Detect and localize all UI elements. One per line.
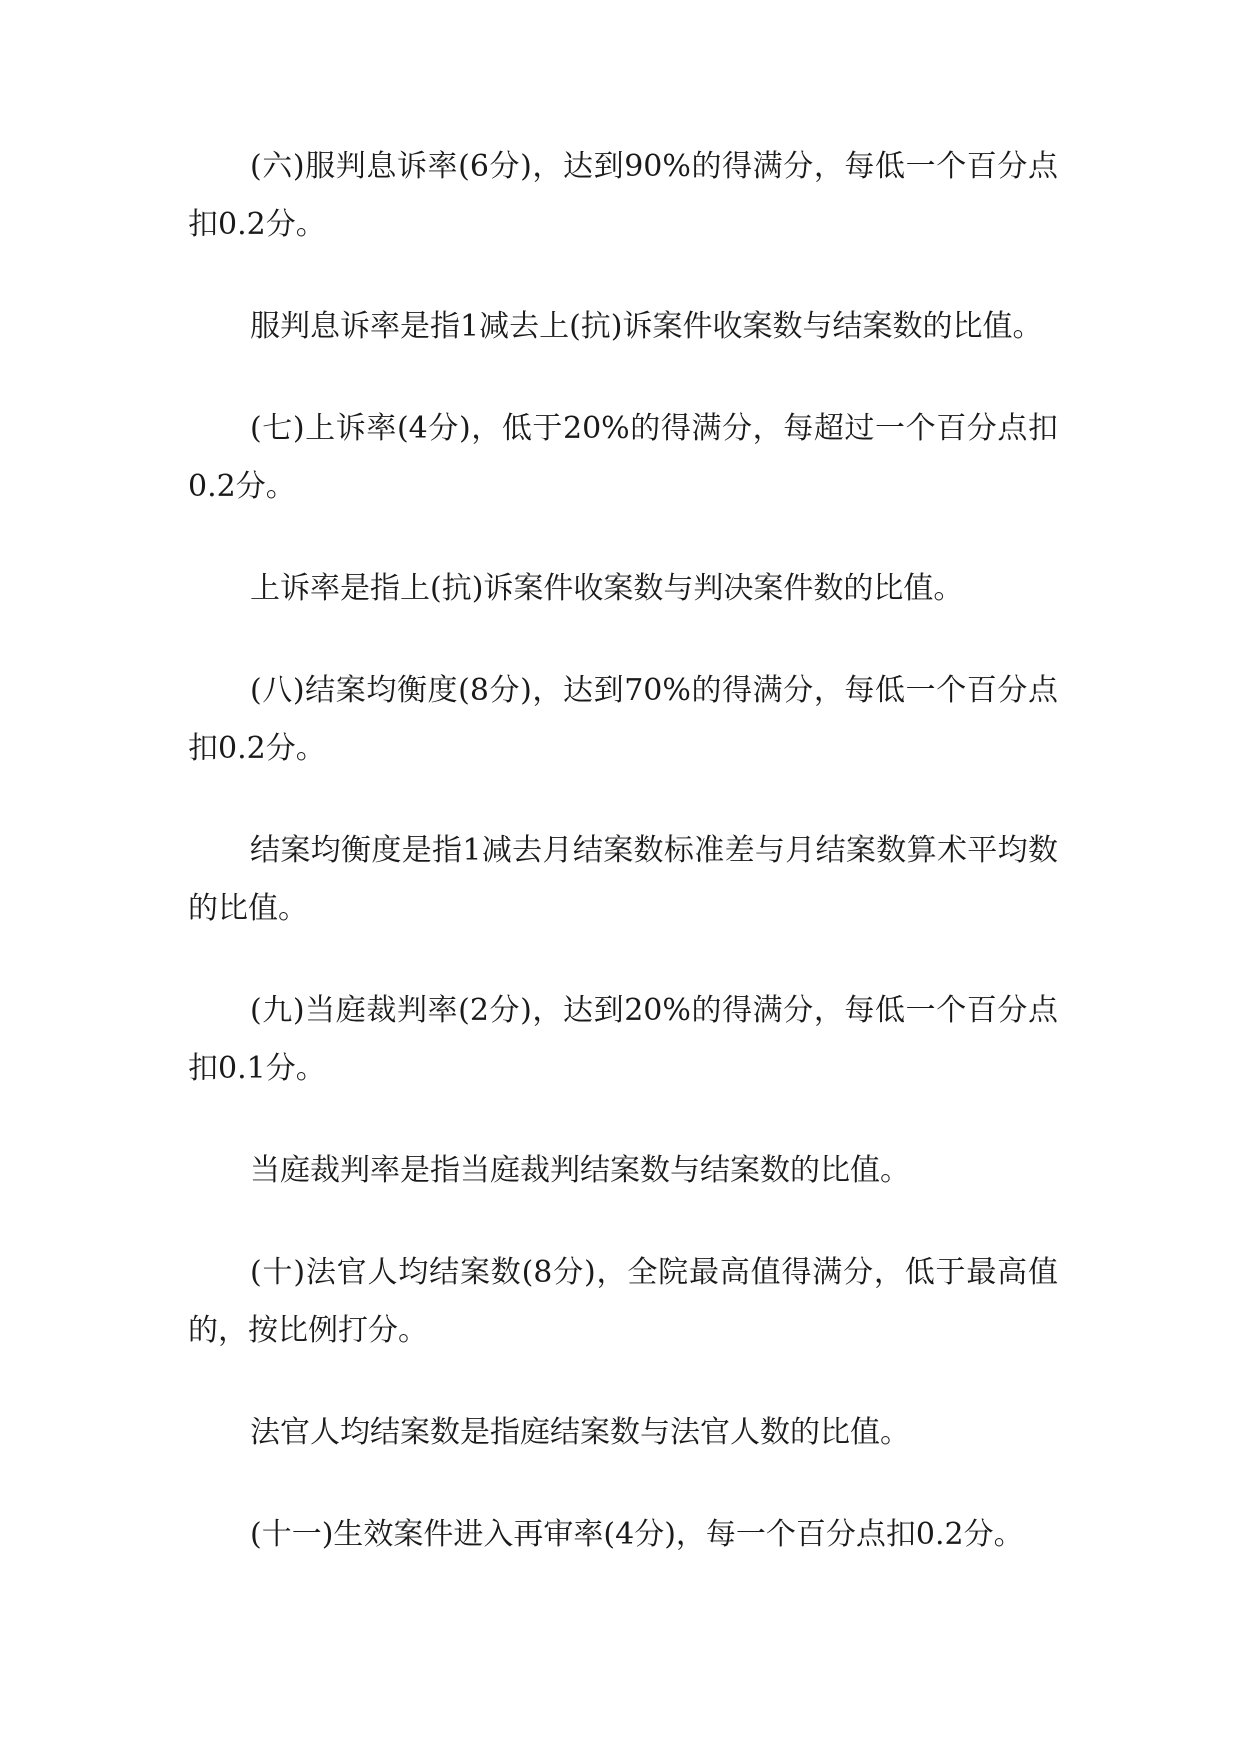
paragraph-judge-case-count: (十)法官人均结案数(8分)，全院最高值得满分，低于最高值的，按比例打分。	[188, 1255, 1058, 1348]
paragraph-case-balance: (八)结案均衡度(8分)，达到70%的得满分，每低一个百分点扣0.2分。	[188, 673, 1058, 766]
document-body	[188, 138, 1058, 1608]
paragraph-court-ruling-rate: (九)当庭裁判率(2分)，达到20%的得满分，每低一个百分点扣0.1分。	[188, 993, 1058, 1086]
paragraph-judge-case-count-definition: 法官人均结案数是指庭结案数与法官人数的比值。	[250, 1415, 910, 1450]
paragraph-appeal-rate: (七)上诉率(4分)，低于20%的得满分，每超过一个百分点扣0.2分。	[188, 411, 1058, 504]
paragraph-appeal-rate-definition: 上诉率是指上(抗)诉案件收案数与判决案件数的比值。	[250, 571, 964, 606]
paragraph-retrial-rate: (十一)生效案件进入再审率(4分)，每一个百分点扣0.2分。	[250, 1517, 1024, 1552]
paragraph-court-ruling-definition: 当庭裁判率是指当庭裁判结案数与结案数的比值。	[250, 1153, 910, 1188]
paragraph-appeal-acceptance-definition: 服判息诉率是指1减去上(抗)诉案件收案数与结案数的比值。	[250, 309, 1043, 344]
paragraph-appeal-acceptance-rate: (六)服判息诉率(6分)，达到90%的得满分，每低一个百分点扣0.2分。	[188, 149, 1058, 242]
paragraph-case-balance-definition: 结案均衡度是指1减去月结案数标准差与月结案数算术平均数的比值。	[188, 833, 1058, 926]
